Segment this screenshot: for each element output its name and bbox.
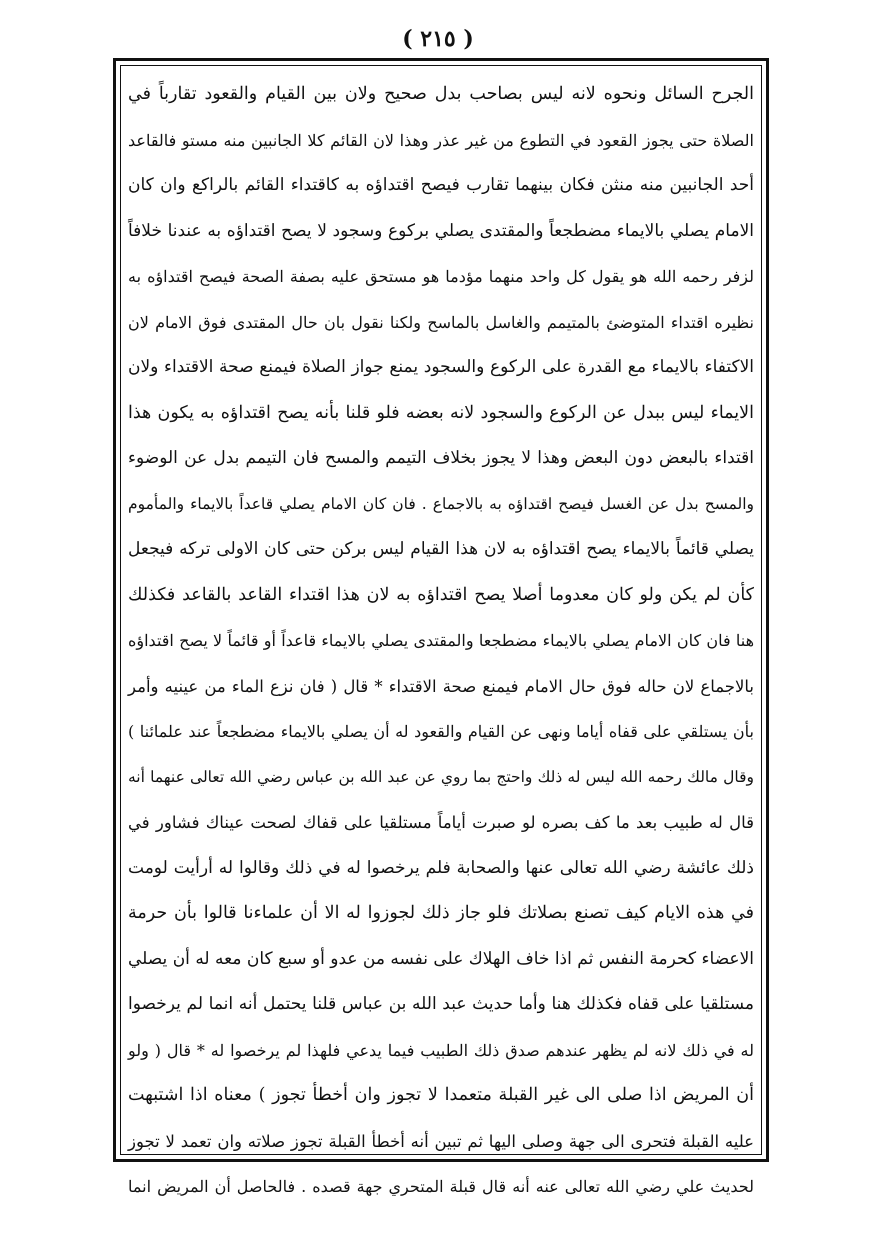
text-line: الامام يصلي بالايماء مضطجعاً والمقتدى يصلي بركوع وسجود لا يصح اقتداؤه به عندنا خلافاً — [128, 220, 754, 241]
text-line: الاكتفاء بالايماء مع القدرة على الركوع والسجود يمنع جواز الصلاة فيمنع صحة الاقتداء ولان — [128, 357, 754, 377]
text-line: الصلاة حتى يجوز القعود في التطوع من غير عذر وهذا لان القائم كلا الجانبين منه مستو فالقاعد — [128, 130, 754, 150]
text-line: قال له طبيب بعد ما كف بصره لو صبرت أياماً مستلقيا على قفاك لصحت عيناك فشاور في — [128, 813, 754, 832]
text-line: لحديث علي رضي الله تعالى عنه أنه قال قبلة المتحري جهة قصده . فالحاصل أن المريض انما — [128, 1177, 754, 1196]
text-line: وقال مالك رحمه الله ليس له ذلك واحتج بما روي عن عبد الله بن عباس رضي الله تعالى عنهما أنه — [128, 767, 754, 786]
text-line: في هذه الايام كيف تصنع بصلاتك فلو جاز ذلك لجوزوا له الا أن علماءنا قالوا بأن حرمة — [128, 903, 754, 923]
text-line: والمسح بدل عن الغسل فيصح اقتداؤه به بالاجماع . فان كان الامام يصلي قاعداً بالايماء والمأموم — [128, 494, 754, 513]
main-text — [128, 72, 755, 1196]
text-line: بأن يستلقي على قفاه أياما ونهى عن القيام والقعود له أن يصلي بالايماء مضطجعاً عند علمائنا ) — [128, 722, 754, 741]
text-line: له في ذلك لانه لم يظهر عندهم صدق ذلك الطبيب فيما يدعي فلهذا لم يرخصوا له * قال ( ولو — [128, 1040, 755, 1060]
text-line: الجرح السائل ونحوه لانه ليس بصاحب بدل صحيح ولان بين القيام والقعود تقارباً في — [128, 84, 754, 104]
text-line: اقتداء بالبعض دون البعض وهذا لا يجوز بخلاف التيمم والمسح فان التيمم بدل عن الوضوء — [128, 448, 754, 468]
text-line: الاعضاء كحرمة النفس ثم اذا خاف الهلاك على نفسه من عدو أو سبع كان معه له أن يصلي — [128, 948, 754, 969]
text-line: أن المريض اذا صلى الى غير القبلة متعمدا لا تجوز وان أخطأ تجوز ) معناه اذا اشتبهت — [128, 1085, 754, 1105]
text-line: أحد الجانبين منه منثن فكان بينهما تقارب فيصح اقتداؤه به كاقتداء القائم بالراكع وان كان — [128, 175, 754, 195]
text-line: عليه القبلة فتحرى الى جهة وصلى اليها ثم تبين أنه أخطأ القبلة تجوز صلاته وان تعمد لا تجوز — [128, 1131, 754, 1151]
text-line: مستلقيا على قفاه فكذلك هنا وأما حديث عبد الله بن عباس قلنا يحتمل أنه انما لم يرخصوا — [128, 994, 754, 1014]
text-line: نظيره اقتداء المتوضئ بالمتيمم والغاسل بالماسح ولكنا نقول بان حال المقتدى فوق الامام لان — [128, 312, 754, 332]
text-line: كأن لم يكن ولو كان معدوما أصلا يصح اقتداؤه به لان هذا اقتداء القاعد بالقاعد فكذلك — [128, 584, 754, 605]
text-line: الايماء ليس ببدل عن الركوع والسجود لانه بعضه فلو قلنا بأنه يصح اقتداؤه به يكون هذا — [128, 402, 754, 423]
page-number: ( ٢١٥ ) — [402, 26, 474, 52]
text-line: يصلي قائماً بالايماء يصح اقتداؤه به لان هذا القيام ليس بركن حتى كان الاولى تركه فيجعل — [128, 539, 754, 559]
text-line: لزفر رحمه الله هو يقول كل واحد منهما مؤدما هو مستحق عليه بصفة الصحة فيصح اقتداؤه به — [128, 267, 754, 286]
text-line: ذلك عائشة رضي الله تعالى عنها والصحابة فلم يرخصوا له في ذلك وقالوا له أرأيت لومت — [128, 857, 754, 878]
text-line: بالاجماع لان حاله فوق حال الامام فيمنع صحة الاقتداء * قال ( فان نزع الماء من عينيه وأمر — [128, 676, 754, 696]
text-line: هنا فان كان الامام يصلي بالايماء مضطجعا والمقتدى يصلي بالايماء قاعداً أو قائماً لا يصح اقتداؤه — [128, 631, 754, 650]
